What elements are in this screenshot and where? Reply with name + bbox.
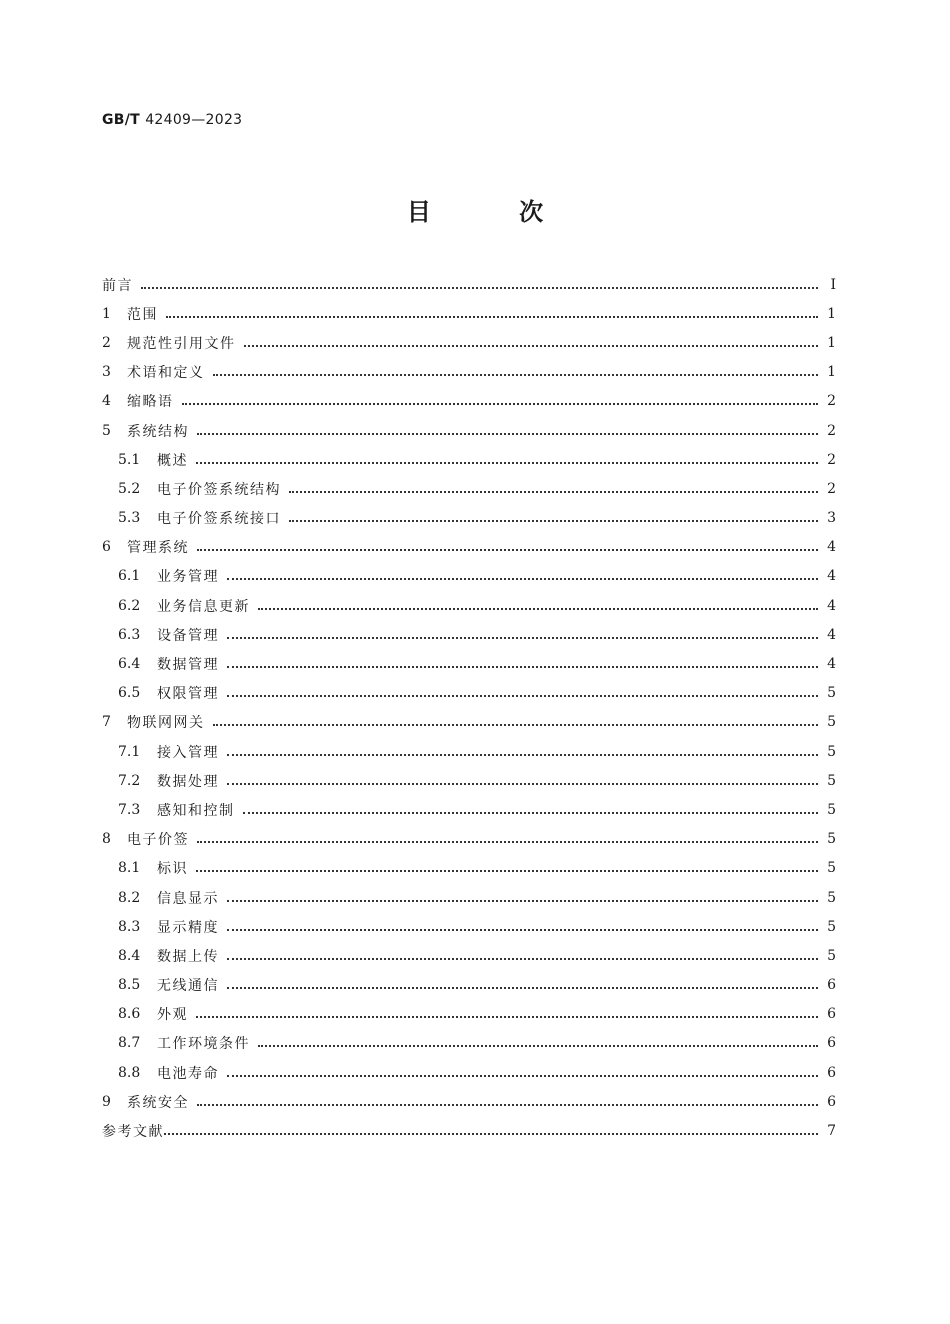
toc-entry-number: 5 xyxy=(102,422,111,439)
toc-entry[interactable] xyxy=(102,1058,836,1087)
toc-entry-page: 6 xyxy=(827,1035,836,1052)
toc-entry-number: 7 xyxy=(102,714,111,731)
toc-entry-title: 数据管理 xyxy=(157,657,219,674)
toc-dot-leader xyxy=(244,335,819,351)
toc-entry-number: 8.3 xyxy=(118,918,141,935)
toc-entry-number: 6.3 xyxy=(118,626,141,643)
toc-entry-page: Ⅰ xyxy=(830,276,836,293)
toc-entry-page: 1 xyxy=(827,334,836,351)
toc-entry-number: 8 xyxy=(102,831,111,848)
toc-dot-leader xyxy=(289,510,818,526)
toc-dot-leader xyxy=(227,568,818,584)
toc-heading: 目 次 xyxy=(406,198,584,226)
toc-entry[interactable] xyxy=(102,270,836,299)
toc-dot-leader xyxy=(227,685,818,701)
toc-entry[interactable] xyxy=(102,708,836,737)
toc-entry-title: 接入管理 xyxy=(157,744,219,761)
toc-entry[interactable] xyxy=(102,766,836,795)
toc-entry[interactable] xyxy=(102,679,836,708)
toc-dot-leader xyxy=(196,860,818,876)
toc-entry-number: 1 xyxy=(102,305,111,322)
toc-dot-leader xyxy=(227,656,818,672)
toc-entry[interactable] xyxy=(102,445,836,474)
toc-entry-title: 外观 xyxy=(157,1007,188,1024)
toc-entry-page: 2 xyxy=(827,422,836,439)
toc-entry[interactable] xyxy=(102,649,836,678)
toc-entry-title: 管理系统 xyxy=(127,540,189,557)
toc-entry-page: 5 xyxy=(827,685,836,702)
toc-entry-page: 5 xyxy=(827,860,836,877)
toc-entry-title: 数据上传 xyxy=(157,948,219,965)
toc-dot-leader xyxy=(258,598,818,614)
toc-entry[interactable] xyxy=(102,825,836,854)
toc-entry[interactable] xyxy=(102,358,836,387)
toc-entry[interactable] xyxy=(102,328,836,357)
toc-entry[interactable] xyxy=(102,1029,836,1058)
toc-entry-number: 4 xyxy=(102,393,111,410)
toc-entry-page: 6 xyxy=(827,1006,836,1023)
toc-entry-page: 5 xyxy=(827,947,836,964)
toc-entry-title: 范围 xyxy=(127,306,158,323)
toc-entry-number: 8.8 xyxy=(118,1064,141,1081)
toc-dot-leader xyxy=(227,627,818,643)
toc-dot-leader xyxy=(197,423,818,439)
toc-entry[interactable] xyxy=(102,1116,836,1145)
toc-entry-page: 1 xyxy=(827,364,836,381)
standard-prefix: GB/T xyxy=(102,112,141,128)
toc-dot-leader xyxy=(182,393,819,409)
toc-entry-page: 6 xyxy=(827,977,836,994)
toc-entry[interactable] xyxy=(102,474,836,503)
standard-code xyxy=(102,112,242,128)
toc-entry-title: 业务管理 xyxy=(157,569,219,586)
toc-entry-title: 概述 xyxy=(157,452,188,469)
toc-entry-number: 5.3 xyxy=(118,510,141,527)
toc-dot-leader xyxy=(227,919,818,935)
toc-entry-number: 7.1 xyxy=(118,743,141,760)
toc-dot-leader xyxy=(227,890,818,906)
table-of-contents xyxy=(102,270,836,1146)
toc-entry-title: 电子价签系统接口 xyxy=(157,511,281,528)
toc-entry[interactable] xyxy=(102,299,836,328)
toc-entry-title: 参考文献 xyxy=(102,1124,164,1141)
toc-entry-page: 4 xyxy=(827,539,836,556)
toc-entry-number: 6.5 xyxy=(118,685,141,702)
toc-entry-title: 权限管理 xyxy=(157,686,219,703)
toc-entry-number: 6.4 xyxy=(118,656,141,673)
toc-entry[interactable] xyxy=(102,416,836,445)
toc-entry-number: 8.7 xyxy=(118,1035,141,1052)
toc-entry-page: 5 xyxy=(827,889,836,906)
toc-entry[interactable] xyxy=(102,971,836,1000)
toc-entry[interactable] xyxy=(102,1000,836,1029)
toc-entry-number: 6 xyxy=(102,539,111,556)
toc-entry[interactable] xyxy=(102,912,836,941)
toc-entry-title: 信息显示 xyxy=(157,890,219,907)
toc-entry-title: 前言 xyxy=(102,277,133,294)
toc-entry-page: 6 xyxy=(827,1093,836,1110)
toc-dot-leader xyxy=(227,948,818,964)
toc-entry-title: 数据处理 xyxy=(157,773,219,790)
toc-entry[interactable] xyxy=(102,387,836,416)
toc-entry[interactable] xyxy=(102,591,836,620)
toc-dot-leader xyxy=(196,1006,818,1022)
toc-entry-title: 业务信息更新 xyxy=(157,598,250,615)
toc-dot-leader xyxy=(197,1094,818,1110)
toc-entry-page: 4 xyxy=(827,656,836,673)
toc-entry-page: 5 xyxy=(827,772,836,789)
toc-entry-title: 规范性引用文件 xyxy=(127,335,236,352)
toc-entry-number: 6.2 xyxy=(118,597,141,614)
toc-entry[interactable] xyxy=(102,620,836,649)
toc-entry-number: 5.1 xyxy=(118,451,141,468)
toc-entry-number: 2 xyxy=(102,334,111,351)
toc-entry-page: 2 xyxy=(827,480,836,497)
toc-entry[interactable] xyxy=(102,533,836,562)
toc-entry-page: 1 xyxy=(827,305,836,322)
toc-dot-leader xyxy=(289,481,818,497)
toc-entry-page: 7 xyxy=(827,1123,836,1140)
toc-entry-number: 8.5 xyxy=(118,977,141,994)
toc-dot-leader xyxy=(227,744,818,760)
toc-entry-page: 2 xyxy=(827,393,836,410)
toc-entry-page: 4 xyxy=(827,597,836,614)
toc-entry-page: 3 xyxy=(827,510,836,527)
toc-entry-title: 电池寿命 xyxy=(157,1065,219,1082)
toc-entry-number: 7.2 xyxy=(118,772,141,789)
toc-entry-page: 5 xyxy=(827,743,836,760)
toc-entry-number: 7.3 xyxy=(118,801,141,818)
toc-entry-title: 系统结构 xyxy=(127,423,189,440)
toc-entry-title: 设备管理 xyxy=(157,627,219,644)
toc-entry-title: 缩略语 xyxy=(127,394,174,411)
toc-entry-title: 感知和控制 xyxy=(157,802,235,819)
toc-entry-page: 4 xyxy=(827,626,836,643)
toc-entry-number: 3 xyxy=(102,364,111,381)
toc-entry-number: 8.4 xyxy=(118,947,141,964)
toc-entry-page: 5 xyxy=(827,918,836,935)
toc-entry[interactable] xyxy=(102,941,836,970)
toc-entry-title: 工作环境条件 xyxy=(157,1036,250,1053)
toc-entry-page: 6 xyxy=(827,1064,836,1081)
toc-entry-number: 9 xyxy=(102,1093,111,1110)
toc-dot-leader xyxy=(196,452,818,468)
toc-dot-leader xyxy=(166,306,818,322)
toc-dot-leader xyxy=(227,773,818,789)
toc-dot-leader xyxy=(258,1035,818,1051)
toc-entry-title: 电子价签系统结构 xyxy=(157,481,281,498)
toc-entry-page: 5 xyxy=(827,714,836,731)
toc-entry[interactable] xyxy=(102,795,836,824)
toc-entry-number: 5.2 xyxy=(118,480,141,497)
toc-entry-page: 4 xyxy=(827,568,836,585)
toc-entry-page: 2 xyxy=(827,451,836,468)
toc-entry-number: 8.1 xyxy=(118,860,141,877)
toc-entry[interactable] xyxy=(102,737,836,766)
toc-entry-title: 无线通信 xyxy=(157,978,219,995)
standard-number: 42409—2023 xyxy=(145,112,243,128)
toc-entry-title: 物联网网关 xyxy=(127,715,205,732)
toc-dot-leader xyxy=(197,831,818,847)
toc-dot-leader xyxy=(213,714,819,730)
toc-dot-leader xyxy=(227,977,818,993)
toc-entry-number: 6.1 xyxy=(118,568,141,585)
toc-entry-number: 8.6 xyxy=(118,1006,141,1023)
toc-entry-title: 系统安全 xyxy=(127,1094,189,1111)
toc-entry[interactable] xyxy=(102,883,836,912)
toc-entry-page: 5 xyxy=(827,831,836,848)
toc-entry-title: 电子价签 xyxy=(127,832,189,849)
toc-entry-title: 标识 xyxy=(157,861,188,878)
toc-dot-leader xyxy=(243,802,819,818)
toc-dot-leader xyxy=(197,539,818,555)
toc-dot-leader xyxy=(141,277,818,293)
toc-entry-title: 显示精度 xyxy=(157,919,219,936)
toc-entry-number: 8.2 xyxy=(118,889,141,906)
toc-entry[interactable] xyxy=(102,1087,836,1116)
toc-entry-title: 术语和定义 xyxy=(127,365,205,382)
toc-entry[interactable] xyxy=(102,504,836,533)
toc-dot-leader xyxy=(227,1065,818,1081)
toc-entry-page: 5 xyxy=(827,801,836,818)
toc-dot-leader xyxy=(213,364,819,380)
toc-entry[interactable] xyxy=(102,562,836,591)
toc-dot-leader xyxy=(164,1123,818,1139)
toc-entry[interactable] xyxy=(102,854,836,883)
